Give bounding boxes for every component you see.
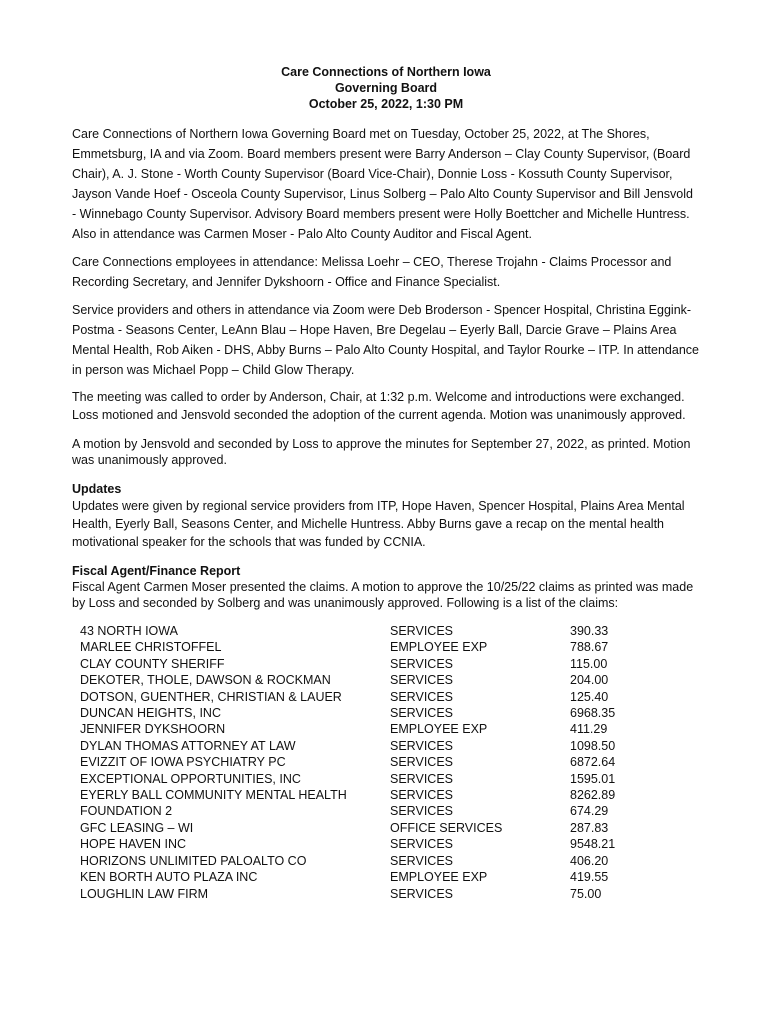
claim-amount: 390.33 (570, 624, 609, 638)
claim-payee: FOUNDATION 2 (80, 804, 173, 819)
employees-paragraph: Care Connections employees in attendance: Melissa Loehr – CEO, Therese Trojahn - Claims Processor and Recording Secretary, and Jennifer Dykshoorn - Office and Finance Specialist. (72, 255, 672, 289)
board-title: Governing Board (334, 81, 438, 95)
updates-body: Updates were given by regional service providers from ITP, Hope Haven, Spencer Hospital, Plains Area Mental Health, Eyerly Ball, Seasons Center, and Michelle Huntress. Abby Burns gave a recap on the mental health motivational speaker for the schools that was funded by CCNIA. (72, 499, 685, 549)
meeting-date: October 25, 2022, 1:30 PM (308, 97, 464, 111)
claim-category: SERVICES (390, 837, 453, 852)
claim-category: SERVICES (390, 656, 453, 671)
claim-row (80, 721, 650, 737)
claim-row (80, 705, 650, 721)
fiscal-heading: Fiscal Agent/Finance Report (72, 564, 241, 578)
claim-payee: MARLEE CHRISTOFFEL (80, 640, 222, 655)
claim-payee: JENNIFER DYKSHOORN (80, 722, 226, 737)
claim-category: EMPLOYEE EXP (390, 722, 488, 737)
fiscal-section (72, 563, 700, 611)
claim-category: SERVICES (390, 886, 453, 901)
claim-row (80, 656, 650, 672)
claim-payee: EXCEPTIONAL OPPORTUNITIES, INC (80, 771, 301, 786)
claim-row (80, 672, 650, 688)
attendance-paragraph: Care Connections of Northern Iowa Governing Board met on Tuesday, October 25, 2022, at The Shores, Emmetsburg, IA and via Zoom. Board members present were Barry Anderson – Clay County Supervisor, (Board Chair), A. J. Stone - Worth County Supervisor (Board Vice-Chair), Donnie Loss - Kossuth County Supervisor, Jayson Vande Hoef - Osceola County Supervisor, Linus Solberg – Palo Alto County Supervisor and Bill Jensvold - Winnebago County Supervisor. Advisory Board members present were Holly Boettcher and Michelle Huntress. Also in attendance was Carmen Moser - Palo Alto County Auditor and Fiscal Agent. (72, 127, 693, 241)
claim-row (80, 689, 650, 705)
claim-amount: 788.67 (570, 640, 609, 655)
claim-payee: DOTSON, GUENTHER, CHRISTIAN & LAUER (80, 689, 342, 704)
claim-amount: 1595.01 (570, 771, 616, 786)
providers-paragraph: Service providers and others in attendance via Zoom were Deb Broderson - Spencer Hospital, Christina Eggink-Postma - Seasons Center, LeAnn Blau – Hope Haven, Bre Degelau – Eyerly Ball, Darcie Grave – Plains Area Mental Health, Rob Aiken - DHS, Abby Burns – Palo Alto County Hospital, and Taylor Rourke – ITP. In attendance in person was Michael Popp – Child Glow Therapy. (72, 303, 699, 377)
claim-row (80, 754, 650, 770)
claim-amount: 9548.21 (570, 837, 616, 852)
claim-category: SERVICES (390, 738, 453, 753)
claim-row (80, 869, 650, 885)
claim-category: EMPLOYEE EXP (390, 640, 488, 655)
claim-amount: 419.55 (570, 870, 609, 885)
claim-payee: 43 NORTH IOWA (80, 624, 178, 638)
claim-row (80, 853, 650, 869)
org-title: Care Connections of Northern Iowa (281, 65, 491, 79)
claims-table-body (80, 623, 650, 902)
claim-category: SERVICES (390, 853, 453, 868)
claim-payee: CLAY COUNTY SHERIFF (80, 656, 225, 671)
claim-row (80, 771, 650, 787)
claim-amount: 1098.50 (570, 738, 616, 753)
claim-payee: HOPE HAVEN INC (80, 837, 187, 852)
claim-payee: DYLAN THOMAS ATTORNEY AT LAW (80, 738, 296, 753)
claim-amount: 406.20 (570, 853, 609, 868)
claim-category: SERVICES (390, 804, 453, 819)
updates-heading: Updates (72, 482, 122, 496)
claim-amount: 287.83 (570, 820, 609, 835)
claim-payee: DEKOTER, THOLE, DAWSON & ROCKMAN (80, 673, 331, 688)
claim-row (80, 623, 650, 639)
minutes-paragraph: A motion by Jensvold and seconded by Loss to approve the minutes for September 27, 2022, as printed. Motion was unanimously approved. (72, 437, 691, 467)
document-page (72, 64, 700, 902)
claim-category: SERVICES (390, 706, 453, 721)
claim-category: EMPLOYEE EXP (390, 870, 488, 885)
claim-row (80, 738, 650, 754)
claim-payee: DUNCAN HEIGHTS, INC (80, 706, 221, 721)
claim-amount: 6872.64 (570, 755, 616, 770)
claim-amount: 115.00 (570, 656, 608, 671)
claim-row (80, 886, 650, 902)
claim-amount: 204.00 (570, 673, 609, 688)
claim-payee: EVIZZIT OF IOWA PSYCHIATRY PC (80, 755, 286, 770)
document-header (72, 64, 700, 112)
claim-amount: 8262.89 (570, 788, 616, 803)
updates-section (72, 481, 700, 551)
claim-row (80, 787, 650, 803)
claim-amount: 674.29 (570, 804, 609, 819)
claim-category: OFFICE SERVICES (390, 820, 503, 835)
claim-category: SERVICES (390, 771, 453, 786)
claim-row (80, 639, 650, 655)
claim-amount: 75.00 (570, 886, 602, 901)
claim-payee: EYERLY BALL COMMUNITY MENTAL HEALTH (80, 788, 347, 803)
claim-row (80, 836, 650, 852)
fiscal-body: Fiscal Agent Carmen Moser presented the claims. A motion to approve the 10/25/22 claims as printed was made by Loss and seconded by Solberg and was unanimously approved. Following is a list of the claims: (72, 580, 694, 610)
claim-payee: GFC LEASING – WI (80, 820, 194, 835)
claim-payee: KEN BORTH AUTO PLAZA INC (80, 870, 258, 885)
claim-row (80, 820, 650, 836)
claim-category: SERVICES (390, 755, 453, 770)
claim-amount: 125.40 (570, 689, 609, 704)
claim-category: SERVICES (390, 788, 453, 803)
claims-table (80, 623, 650, 902)
claim-payee: HORIZONS UNLIMITED PALOALTO CO (80, 853, 307, 868)
claim-category: SERVICES (390, 624, 453, 638)
claim-payee: LOUGHLIN LAW FIRM (80, 886, 209, 901)
claim-category: SERVICES (390, 673, 453, 688)
claim-amount: 6968.35 (570, 706, 616, 721)
claim-category: SERVICES (390, 689, 453, 704)
call-to-order-paragraph: The meeting was called to order by Anderson, Chair, at 1:32 p.m. Welcome and introductions were exchanged. Loss motioned and Jensvold seconded the adoption of the current agenda. Motion was unanimously approved. (72, 390, 686, 422)
claim-amount: 411.29 (570, 722, 608, 737)
claim-row (80, 803, 650, 819)
